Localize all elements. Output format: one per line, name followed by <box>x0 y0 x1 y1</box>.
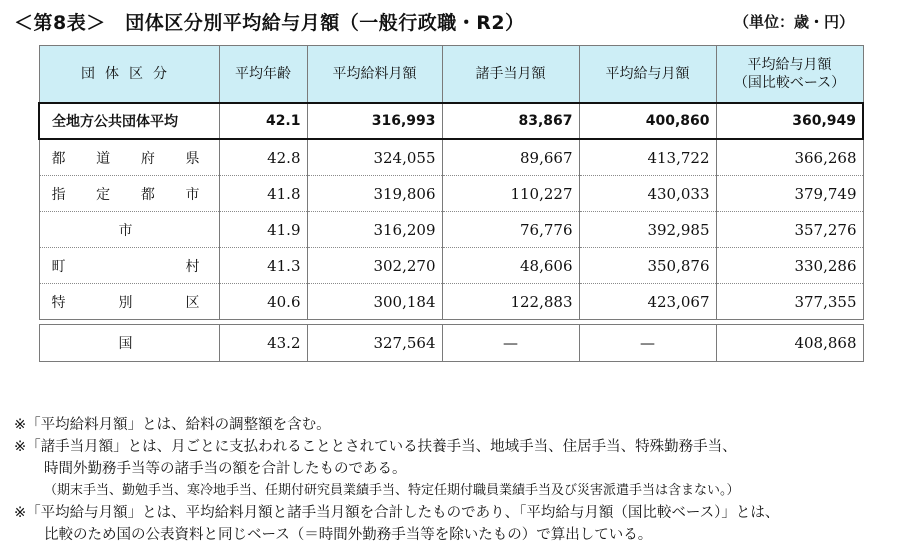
cell-national-basis: 366,268 <box>716 139 863 176</box>
cell-allowances: 83,867 <box>442 103 579 139</box>
footnotes <box>14 414 894 546</box>
cell-national-basis: 360,949 <box>716 103 863 139</box>
column-header-national-basis-line2: （国比較ベース） <box>733 75 846 91</box>
cell-allowances: 89,667 <box>442 139 579 176</box>
footnote-1: ※「平均給料月額」とは、給料の調整額を含む。 <box>14 417 331 433</box>
cell-total: 350,876 <box>579 248 716 284</box>
footnote-2-continued: 時間外勤務手当等の諸手当の額を合計したものである。 <box>44 461 407 477</box>
cell-age: 43.2 <box>219 325 307 362</box>
row-label: 市 <box>39 212 219 248</box>
footnote-3: ※「平均給与月額」とは、平均給料月額と諸手当月額を合計したものであり、「平均給与月額（国比較ベース）」とは、 <box>14 505 780 521</box>
cell-age: 41.9 <box>219 212 307 248</box>
footnote-3-continued: 比較のため国の公表資料と同じベース（＝時間外勤務手当等を除いたもの）で算出している。 <box>44 527 653 543</box>
average-row <box>39 103 863 139</box>
table-row <box>39 139 863 176</box>
footnote-2-exclusions: （期末手当、勤勉手当、寒冷地手当、任期付研究員業績手当、特定任期付職員業績手当及び災害派遣手当は含まない。） <box>44 483 740 498</box>
unit-label: （単位：歳・円） <box>733 13 854 31</box>
column-header-national-basis-line1: 平均給与月額 <box>747 57 832 73</box>
column-header-age: 平均年齢 <box>219 46 307 104</box>
cell-national-basis: 357,276 <box>716 212 863 248</box>
table-row <box>39 212 863 248</box>
cell-allowances: 48,606 <box>442 248 579 284</box>
table-row <box>39 248 863 284</box>
cell-allowances: 76,776 <box>442 212 579 248</box>
cell-allowances: 110,227 <box>442 176 579 212</box>
column-header-total: 平均給与月額 <box>579 46 716 104</box>
column-header-category: 団体区分 <box>39 46 219 104</box>
cell-national-basis: 377,355 <box>716 284 863 320</box>
table-row <box>39 284 863 320</box>
footnote-2: ※「諸手当月額」とは、月ごとに支払われることとされている扶養手当、地域手当、住居手当、特殊勤務手当、 <box>14 439 737 455</box>
cell-age: 41.8 <box>219 176 307 212</box>
column-header-national-basis <box>716 46 863 104</box>
row-label: 全地方公共団体平均 <box>39 103 219 139</box>
cell-salary: 324,055 <box>307 139 442 176</box>
column-header-allowances: 諸手当月額 <box>442 46 579 104</box>
cell-national-basis: 379,749 <box>716 176 863 212</box>
row-label: 町 村 <box>39 248 219 284</box>
table-row <box>39 176 863 212</box>
cell-age: 42.8 <box>219 139 307 176</box>
cell-total: 392,985 <box>579 212 716 248</box>
cell-salary: 316,209 <box>307 212 442 248</box>
cell-age: 42.1 <box>219 103 307 139</box>
cell-age: 40.6 <box>219 284 307 320</box>
cell-salary: 319,806 <box>307 176 442 212</box>
cell-total: — <box>579 325 716 362</box>
salary-table <box>38 45 864 362</box>
row-label: 特 別 区 <box>39 284 219 320</box>
cell-national-basis: 330,286 <box>716 248 863 284</box>
cell-total: 400,860 <box>579 103 716 139</box>
row-label: 指 定 都 市 <box>39 176 219 212</box>
national-row <box>39 325 863 362</box>
cell-salary: 300,184 <box>307 284 442 320</box>
cell-salary: 316,993 <box>307 103 442 139</box>
column-header-salary: 平均給料月額 <box>307 46 442 104</box>
cell-national-basis: 408,868 <box>716 325 863 362</box>
header-row <box>39 46 863 104</box>
cell-salary: 302,270 <box>307 248 442 284</box>
cell-total: 430,033 <box>579 176 716 212</box>
cell-total: 423,067 <box>579 284 716 320</box>
cell-allowances: 122,883 <box>442 284 579 320</box>
cell-age: 41.3 <box>219 248 307 284</box>
cell-salary: 327,564 <box>307 325 442 362</box>
row-label: 都 道 府 県 <box>39 139 219 176</box>
header <box>14 6 886 34</box>
salary-table-container <box>38 45 862 362</box>
cell-total: 413,722 <box>579 139 716 176</box>
table-title: ＜第8表＞ 団体区分別平均給与月額（一般行政職・R2） <box>14 12 525 34</box>
cell-allowances: — <box>442 325 579 362</box>
row-label: 国 <box>39 325 219 362</box>
